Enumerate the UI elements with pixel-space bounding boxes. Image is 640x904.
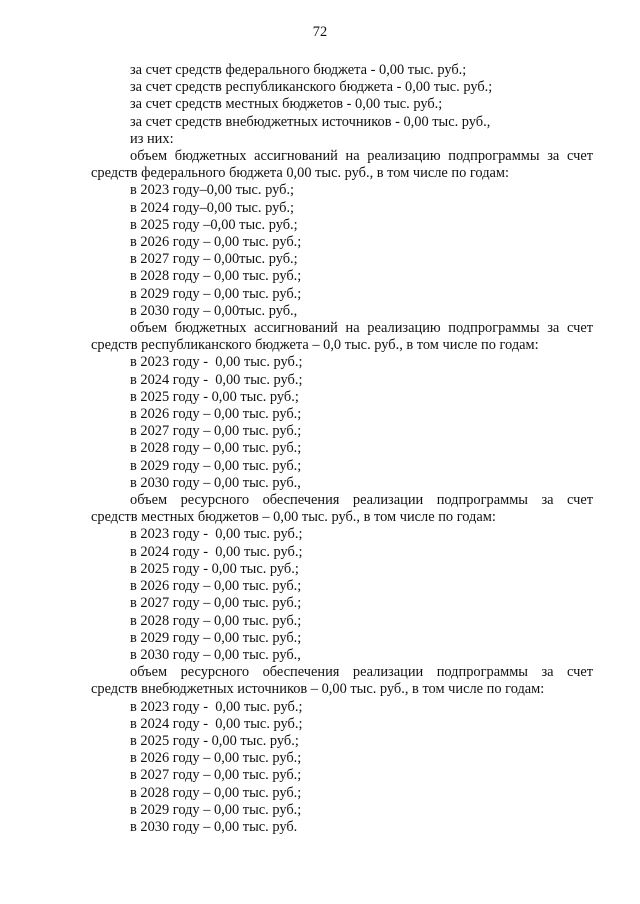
text-line: в 2026 году – 0,00 тыс. руб.; <box>130 234 302 251</box>
text-line: средств республиканского бюджета – 0,0 тыс. руб., в том числе по годам: <box>91 337 539 354</box>
text-line: объем ресурсного обеспечения реализации подпрограммы за счет <box>130 664 593 681</box>
text-line: в 2027 году – 0,00 тыс. руб.; <box>130 595 302 612</box>
text-line: в 2023 году - 0,00 тыс. руб.; <box>130 526 303 543</box>
text-line: в 2028 году – 0,00 тыс. руб.; <box>130 784 302 801</box>
text-line: в 2025 году - 0,00 тыс. руб.; <box>130 560 299 577</box>
text-line: в 2028 году – 0,00 тыс. руб.; <box>130 440 302 457</box>
text-line: в 2024 году - 0,00 тыс. руб.; <box>130 715 303 732</box>
document-body <box>91 62 593 836</box>
text-line: за счет средств внебюджетных источников - 0,00 тыс. руб., <box>130 113 491 130</box>
text-line: в 2028 году – 0,00 тыс. руб.; <box>130 268 302 285</box>
text-line: в 2027 году – 0,00 тыс. руб.; <box>130 767 302 784</box>
text-line: в 2026 году – 0,00 тыс. руб.; <box>130 578 302 595</box>
text-line: в 2029 году – 0,00 тыс. руб.; <box>130 457 302 474</box>
text-line: в 2023 году–0,00 тыс. руб.; <box>130 182 295 199</box>
text-line: в 2027 году – 0,00тыс. руб.; <box>130 251 298 268</box>
text-line: в 2024 году - 0,00 тыс. руб.; <box>130 543 303 560</box>
text-line: в 2025 году - 0,00 тыс. руб.; <box>130 732 299 749</box>
text-line: за счет средств республиканского бюджета - 0,00 тыс. руб.; <box>130 79 493 96</box>
text-line: в 2023 году - 0,00 тыс. руб.; <box>130 354 303 371</box>
text-line: в 2025 году - 0,00 тыс. руб.; <box>130 388 299 405</box>
text-line: в 2029 году – 0,00 тыс. руб.; <box>130 285 302 302</box>
text-line: в 2030 году – 0,00 тыс. руб., <box>130 474 301 491</box>
text-line: за счет средств федерального бюджета - 0,00 тыс. руб.; <box>130 62 467 78</box>
text-line: в 2030 году – 0,00тыс. руб., <box>130 302 298 319</box>
text-line: в 2026 году – 0,00 тыс. руб.; <box>130 406 302 423</box>
text-line: в 2029 году – 0,00 тыс. руб.; <box>130 629 302 646</box>
text-line: в 2030 году – 0,00 тыс. руб. <box>130 818 298 835</box>
text-line: из них: <box>130 130 174 147</box>
text-line: в 2023 году - 0,00 тыс. руб.; <box>130 698 303 715</box>
text-line: в 2024 году - 0,00 тыс. руб.; <box>130 371 303 388</box>
text-line: объем ресурсного обеспечения реализации подпрограммы за счет <box>130 492 593 509</box>
text-line: в 2024 году–0,00 тыс. руб.; <box>130 199 295 216</box>
text-line: в 2030 году – 0,00 тыс. руб., <box>130 646 301 663</box>
text-line: средств внебюджетных источников – 0,00 тыс. руб., в том числе по годам: <box>91 681 545 698</box>
text-line: в 2027 году – 0,00 тыс. руб.; <box>130 423 302 440</box>
text-line: за счет средств местных бюджетов - 0,00 тыс. руб.; <box>130 96 443 113</box>
text-line: в 2029 году – 0,00 тыс. руб.; <box>130 801 302 818</box>
text-line: объем бюджетных ассигнований на реализацию подпрограммы за счет <box>130 148 593 165</box>
text-line: объем бюджетных ассигнований на реализацию подпрограммы за счет <box>130 320 593 337</box>
page-number: 72 <box>312 24 328 40</box>
text-line: в 2025 году –0,00 тыс. руб.; <box>130 216 298 233</box>
text-line: в 2026 году – 0,00 тыс. руб.; <box>130 750 302 767</box>
text-line: средств федерального бюджета 0,00 тыс. руб., в том числе по годам: <box>91 165 510 182</box>
text-line: в 2028 году – 0,00 тыс. руб.; <box>130 612 302 629</box>
text-line: средств местных бюджетов – 0,00 тыс. руб., в том числе по годам: <box>91 509 496 526</box>
